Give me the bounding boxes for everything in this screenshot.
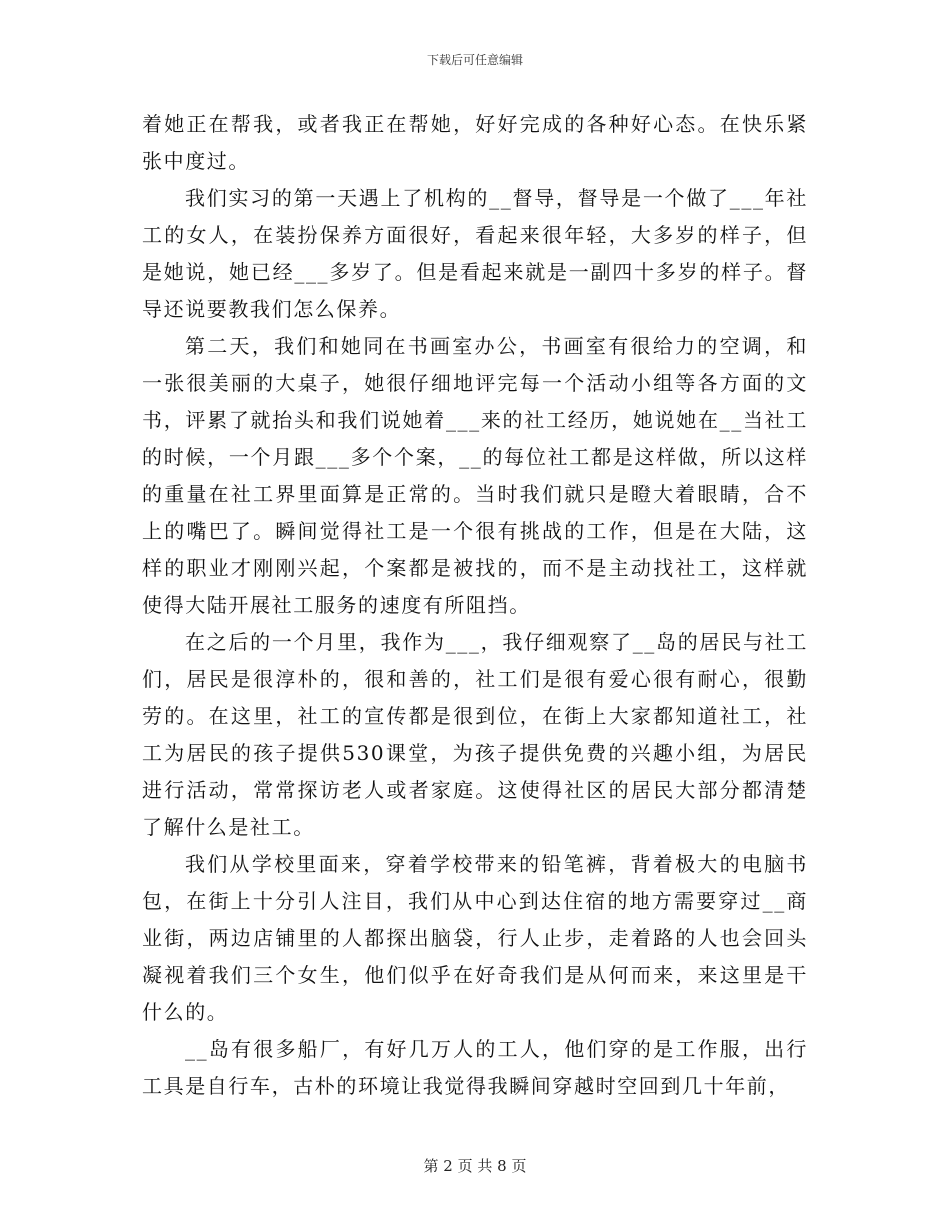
page-header-note: 下载后可任意编辑 (426, 53, 523, 67)
document-body (142, 106, 808, 1105)
paragraph-supervisor: 我们实习的第一天遇上了机构的__督导，督导是一个做了___年社工的女人，在装扮保养方面很好，看起来很年轻，大多岁的样子，但是她说，她已经___多岁了。但是看起来就是一副四十多岁的样子。督导还说要教我们怎么保养。 (142, 186, 808, 321)
paragraph-continuation: 着她正在帮我，或者我正在帮她，好好完成的各种好心态。在快乐紧张中度过。 (142, 112, 808, 173)
paragraph-from-school: 我们从学校里面来，穿着学校带来的铅笔裤，背着极大的电脑书包，在街上十分引人注目，我们从中心到达住宿的地方需要穿过__商业街，两边店铺里的人都探出脑袋，行人止步，走着路的人也会回头凝视着我们三个女生，他们似乎在好奇我们是从何而来，来这里是干什么的。 (142, 852, 808, 1024)
paragraph-following-month: 在之后的一个月里，我作为___，我仔细观察了__岛的居民与社工们，居民是很淳朴的，很和善的，社工们是很有爱心很有耐心，很勤劳的。在这里，社工的宣传都是很到位，在街上大家都知道社工，社工为居民的孩子提供530课堂，为孩子提供免费的兴趣小组，为居民进行活动，常常探访老人或者家庭。这使得社区的居民大部分都清楚了解什么是社工。 (142, 630, 808, 839)
paragraph-island-shipyards: __岛有很多船厂，有好几万人的工人，他们穿的是工作服，出行工具是自行车，古朴的环境让我觉得我瞬间穿越时空回到几十年前， (142, 1037, 808, 1098)
paragraph-second-day: 第二天，我们和她同在书画室办公，书画室有很给力的空调，和一张很美丽的大桌子，她很仔细地评完每一个活动小组等各方面的文书，评累了就抬头和我们说她着___来的社工经历，她说她在__当社工的时候，一个月跟___多个个案，__的每位社工都是这样做，所以这样的重量在社工界里面算是正常的。当时我们就只是瞪大着眼睛，合不上的嘴巴了。瞬间觉得社工是一个很有挑战的工作，但是在大陆，这样的职业才刚刚兴起，个案都是被找的，而不是主动找社工，这样就使得大陆开展社工服务的速度有所阻挡。 (142, 334, 808, 617)
page-number: 第 2 页 共 8 页 (423, 1157, 527, 1175)
